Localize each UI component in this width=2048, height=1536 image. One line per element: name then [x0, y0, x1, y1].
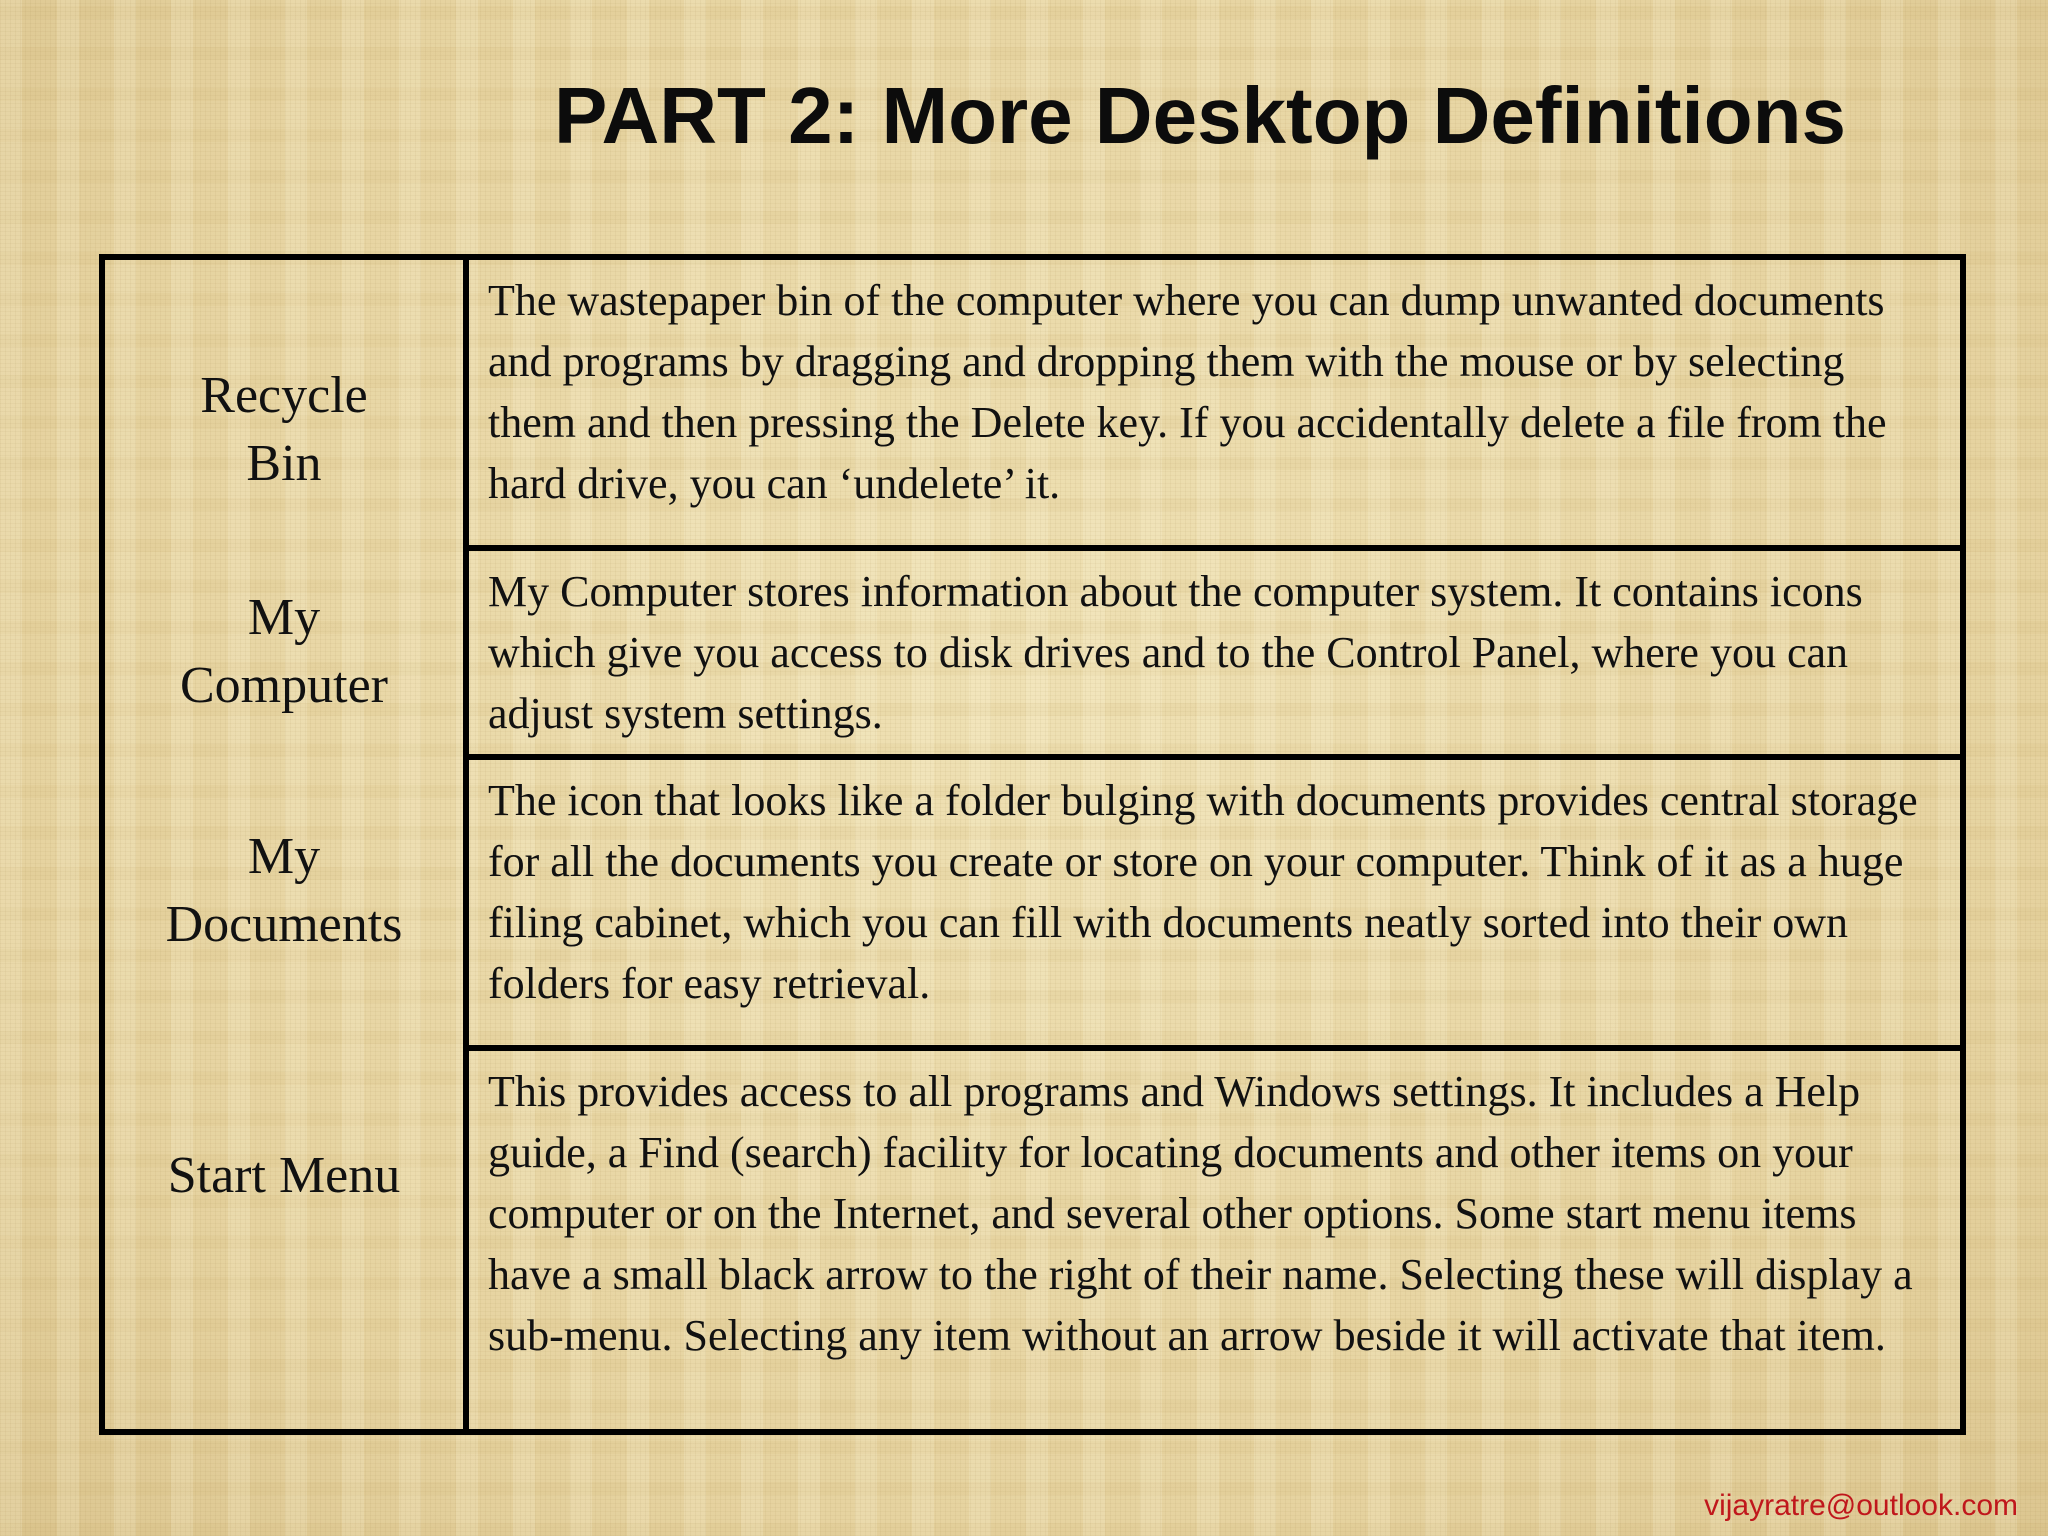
term-line: Recycle — [200, 367, 368, 424]
definition-my-documents: The icon that looks like a folder bulging with documents provides central storage for all the documents you create or store on your computer. Think of it as a huge filing cabinet, which you can fill with documents neatly sorted into their own folders for easy retrieval. — [488, 776, 1918, 1008]
footer-email: vijayratre@outlook.com — [1704, 1489, 2018, 1522]
term-my-computer — [105, 584, 463, 720]
definition-recycle-bin: The wastepaper bin of the computer where you can dump unwanted documents and programs by dragging and dropping them with the mouse or by selecting them and then pressing the Delete key. If you accidentally delete a file from the hard drive, you can ‘undelete’ it. — [488, 276, 1887, 508]
term-column — [105, 260, 463, 1429]
term-my-documents — [105, 823, 463, 959]
slide-title: PART 2: More Desktop Definitions — [554, 71, 1846, 160]
term-line: Documents — [165, 896, 403, 953]
term-line: Computer — [180, 657, 388, 714]
term-start-menu — [105, 1142, 463, 1210]
term-line: Bin — [246, 435, 322, 492]
definition-start-menu: This provides access to all programs and Windows settings. It includes a Help guide, a Find (search) facility for locating documents and other items on your computer or on the Internet, and several other options. Some start menu items have a small black arrow to the right of their name. Selecting these will display a sub-menu. Selecting any item without an arrow beside it will activate that item. — [488, 1067, 1913, 1360]
term-line: My — [247, 828, 321, 885]
definitions-table — [99, 254, 1966, 1435]
term-line: Start Menu — [167, 1147, 401, 1204]
term-line: My — [247, 589, 321, 646]
definition-my-computer: My Computer stores information about the computer system. It contains icons which give you access to disk drives and to the Control Panel, where you can adjust system settings. — [488, 567, 1863, 738]
term-recycle-bin — [105, 362, 463, 498]
